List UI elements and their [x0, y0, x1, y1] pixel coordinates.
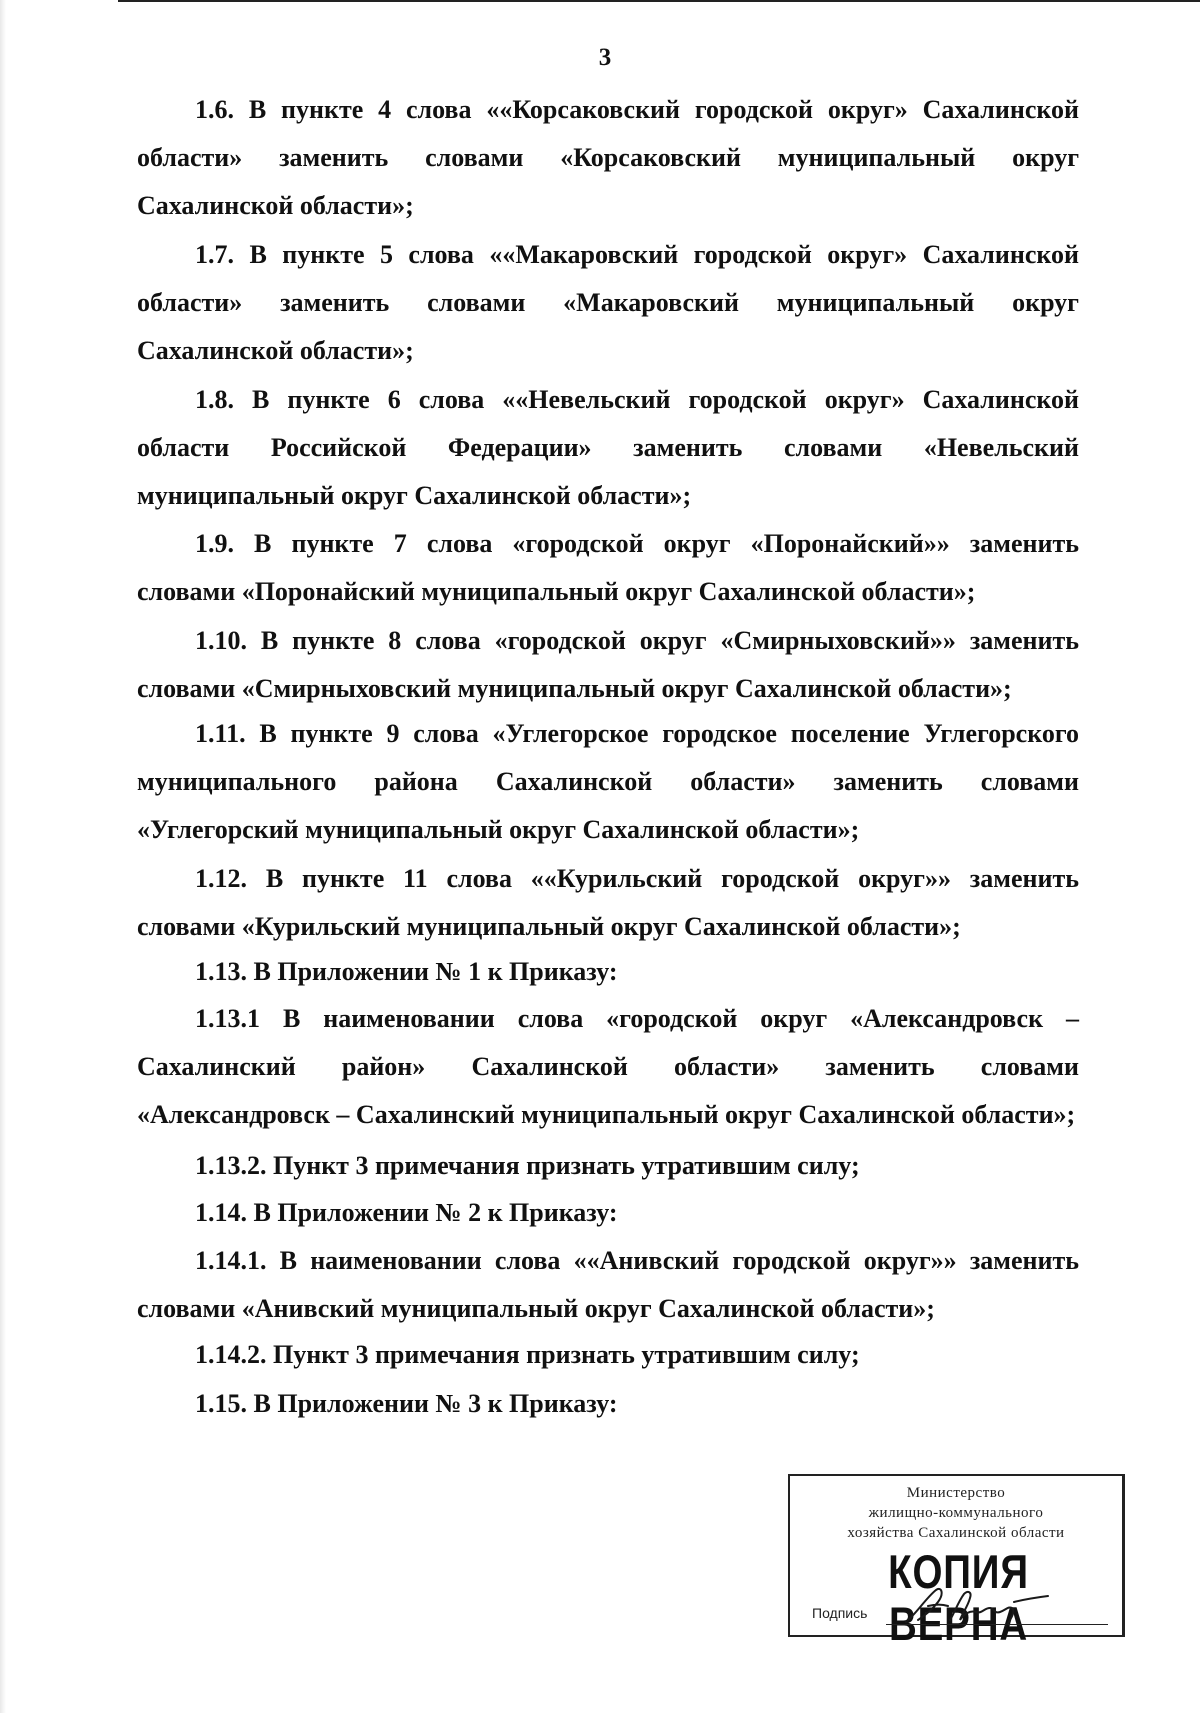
- paragraph-line: словами «Поронайский муниципальный округ Сахалинской области»;: [137, 577, 976, 606]
- certification-stamp: [788, 1474, 1125, 1650]
- paragraph-line: области» заменить словами «Макаровский муниципальный округ: [137, 288, 1079, 317]
- paragraph-line: словами «Курильский муниципальный округ Сахалинской области»;: [137, 912, 961, 941]
- scan-left-edge: [0, 0, 6, 1713]
- paragraph-line: 1.11. В пункте 9 слова «Углегорское городское поселение Углегорского: [195, 719, 1079, 748]
- paragraph: [137, 948, 1079, 996]
- scan-top-edge: [118, 0, 1200, 2]
- stamp-ministry-line: Министерство: [906, 1485, 1006, 1501]
- paragraph: [137, 520, 1079, 616]
- stamp-signature-label: Подпись: [812, 1605, 868, 1621]
- paragraph-line: словами «Анивский муниципальный округ Сахалинской области»;: [137, 1294, 935, 1323]
- paragraph-line: 1.13. В Приложении № 1 к Приказу:: [195, 957, 618, 986]
- paragraph: [137, 86, 1079, 230]
- paragraph: [137, 617, 1079, 713]
- paragraph-line: области Российской Федерации» заменить словами «Невельский: [137, 433, 1079, 462]
- paragraph-line: Сахалинской области»;: [137, 191, 414, 220]
- paragraph-line: словами «Смирныховский муниципальный округ Сахалинской области»;: [137, 674, 1012, 703]
- paragraph-line: 1.14.2. Пункт 3 примечания признать утратившим силу;: [195, 1340, 860, 1369]
- paragraph-line: 1.8. В пункте 6 слова ««Невельский городской округ» Сахалинской: [195, 385, 1079, 414]
- paragraph: [137, 1380, 1079, 1428]
- paragraph-line: 1.15. В Приложении № 3 к Приказу:: [195, 1389, 618, 1418]
- paragraph-line: области» заменить словами «Корсаковский муниципальный округ: [137, 143, 1079, 172]
- paragraph-line: «Углегорский муниципальный округ Сахалинской области»;: [137, 815, 860, 844]
- paragraph: [137, 1189, 1079, 1237]
- paragraph-line: 1.6. В пункте 4 слова ««Корсаковский городской округ» Сахалинской: [195, 95, 1079, 124]
- paragraph-line: 1.13.2. Пункт 3 примечания признать утратившим силу;: [195, 1151, 860, 1180]
- paragraph: [137, 855, 1079, 951]
- paragraph: [137, 995, 1079, 1139]
- paragraph-line: 1.14. В Приложении № 2 к Приказу:: [195, 1198, 618, 1227]
- page-number: 3: [598, 44, 612, 71]
- paragraph: [137, 231, 1079, 375]
- paragraph-line: муниципального района Сахалинской области» заменить словами: [137, 767, 1079, 796]
- paragraph-line: 1.14.1. В наименовании слова ««Анивский городской округ»» заменить: [195, 1246, 1079, 1275]
- paragraph-line: 1.7. В пункте 5 слова ««Макаровский городской округ» Сахалинской: [195, 240, 1079, 269]
- paragraph-line: муниципальный округ Сахалинской области»;: [137, 481, 692, 510]
- handwritten-signature: [898, 1584, 1058, 1630]
- paragraph: [137, 1142, 1079, 1190]
- paragraph: [137, 710, 1079, 854]
- paragraph-line: Сахалинской области»;: [137, 336, 414, 365]
- paragraph-line: 1.12. В пункте 11 слова ««Курильский городской округ»» заменить: [195, 864, 1079, 893]
- paragraph: [137, 1237, 1079, 1333]
- paragraph-line: 1.10. В пункте 8 слова «городской округ «Смирныховский»» заменить: [195, 626, 1079, 655]
- stamp-department-line: жилищно-коммунального: [868, 1505, 1044, 1521]
- paragraph: [137, 376, 1079, 520]
- stamp-title: КОПИЯ ВЕРНА: [888, 1545, 1029, 1650]
- paragraph: [137, 1331, 1079, 1379]
- paragraph-line: «Александровск – Сахалинский муниципальный округ Сахалинской области»;: [137, 1100, 1076, 1129]
- stamp-region-line: хозяйства Сахалинской области: [847, 1525, 1065, 1541]
- paragraph-line: 1.13.1 В наименовании слова «городской округ «Александровск –: [195, 1004, 1079, 1033]
- paragraph-line: Сахалинский район» Сахалинской области» заменить словами: [137, 1052, 1079, 1081]
- paragraph-line: 1.9. В пункте 7 слова «городской округ «Поронайский»» заменить: [195, 529, 1079, 558]
